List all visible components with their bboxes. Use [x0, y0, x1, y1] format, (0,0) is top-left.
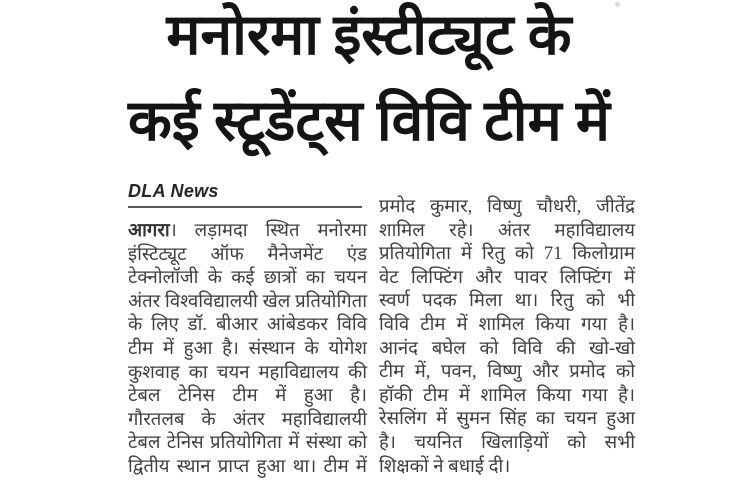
article-line-text: । लड़ामदा स्थित मनोरमा [169, 221, 367, 241]
article-line: हॉकी टीम में शामिल किया गया है। [379, 385, 635, 406]
article-line: टीम में, पवन, विष्णु और प्रमोद को [379, 362, 635, 383]
headline [0, 0, 738, 165]
article-line: द्वितीय स्थान प्राप्त हुआ था। टीम में [128, 456, 367, 477]
headline-line-2: कई स्टूडेंट्स विवि टीम में [128, 90, 610, 153]
article-line: कुशवाह का चयन महाविद्यालय की [128, 362, 367, 383]
article-line: इंस्टिट्यूट ऑफ मैनेजमेंट एंड [128, 244, 367, 265]
article-line: शिक्षकों ने बधाई दी। [379, 456, 511, 477]
dateline: आगरा [128, 221, 170, 241]
article-line: अंतर विश्वविद्यालयी खेल प्रतियोगिता [128, 291, 367, 312]
article-line: स्वर्ण पदक मिला था। रितु को भी [379, 291, 635, 312]
article-line: गौरतलब के अंतर महाविद्यालयी [128, 409, 367, 430]
article-line: है। चयनित खिलाड़ियों को सभी [379, 432, 635, 453]
article-line: प्रमोद कुमार, विष्णु चौधरी, जीतेंद्र [379, 197, 635, 217]
article-line [128, 220, 367, 244]
article-column-right [379, 196, 635, 479]
article-line: टेबल टेनिस टीम में हुआ है। [128, 386, 367, 407]
article-line: वेट लिफ्टिंग और पावर लिफ्टिंग में [379, 267, 635, 288]
article-line: के लिए डॉ. बीआर आंबेडकर विवि [128, 315, 367, 336]
article-line: विवि टीम में शामिल किया गया है। [379, 314, 635, 335]
article-column-left [128, 220, 367, 480]
article-line: रेसलिंग में सुमन सिंह का चयन हुआ [379, 409, 635, 430]
article-line: प्रतियोगिता में रितु को 71 किलोग्राम [379, 244, 635, 265]
article-line: टीम में हुआ है। संस्थान के योगेश [128, 338, 367, 359]
article-line: टेबल टेनिस प्रतियोगिता में संस्था को [128, 433, 367, 454]
byline: DLA News [128, 181, 219, 201]
article-line: आनंद बघेल को विवि की खो-खो [379, 338, 635, 359]
headline-line-1: मनोरमा इंस्टीट्यूट के [166, 4, 572, 67]
byline-rule [128, 206, 362, 208]
article-line: शामिल रहे। अंतर महाविद्यालय [379, 220, 635, 241]
article-line: टेक्नोलॉजी के कई छात्रों का चयन [128, 268, 367, 289]
